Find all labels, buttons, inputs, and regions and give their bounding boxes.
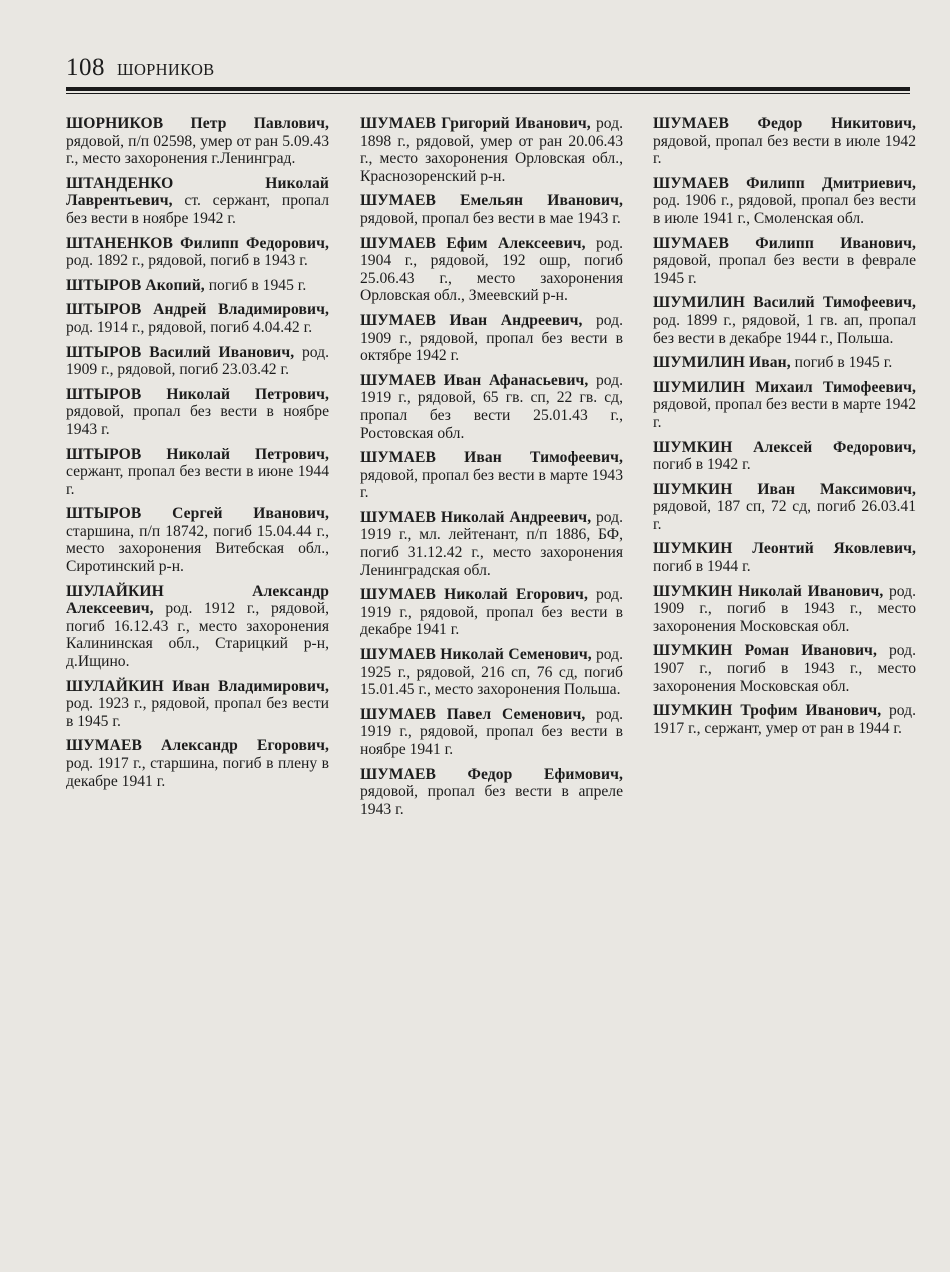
list-item [653, 235, 916, 288]
entry-details: рядовой, п/п 02598, умер от ран 5.09.43 г., место захоронения г.Ленинград. [66, 132, 329, 168]
entry-name: ШУМАЕВ Емельян Иванович, [360, 192, 623, 210]
entry-details: род. 1899 г., рядовой, 1 гв. ап, пропал без вести в декабре 1944 г., Польша. [653, 311, 916, 347]
list-item [653, 540, 916, 575]
entry-name: ШУМИЛИН Иван, [653, 354, 791, 372]
entry-name: ШУМКИН Трофим Иванович, [653, 702, 882, 720]
list-item [66, 175, 329, 228]
entry-details: род. 1919 г., рядовой, пропал без вести в ноябре 1941 г. [360, 705, 623, 758]
entry-details: род. 1914 г., рядовой, погиб 4.04.42 г. [66, 318, 313, 336]
entry-details: ст. сержант, пропал без вести в ноябре 1942 г. [66, 192, 329, 227]
entry-name: ШТЫРОВ Николай Петрович, [66, 445, 329, 463]
entry-name: ШУМАЕВ Иван Тимофеевич, [360, 449, 623, 467]
list-item [66, 301, 329, 336]
column-3 [653, 115, 916, 744]
list-item [360, 235, 623, 305]
entry-name: ШТЫРОВ Василий Иванович, [66, 343, 295, 361]
entry-name: ШУЛАЙКИН Иван Владимирович, [66, 677, 329, 695]
list-item [66, 446, 329, 499]
entry-name: ШУМАЕВ Федор Ефимович, [360, 765, 623, 783]
column-2 [360, 115, 623, 825]
entry-name: ШОРНИКОВ Петр Павлович, [66, 115, 329, 132]
list-item [653, 702, 916, 737]
list-item [360, 372, 623, 442]
entry-name: ШУМАЕВ Павел Семенович, [360, 705, 586, 723]
column-1 [66, 115, 329, 797]
entry-details: рядовой, пропал без вести в ноябре 1943 г. [66, 403, 329, 438]
entry-details: рядовой, пропал без вести в марте 1943 г. [360, 466, 623, 502]
list-item [360, 192, 623, 227]
entry-name: ШУМАЕВ Александр Егорович, [66, 737, 329, 755]
entry-details: рядовой, пропал без вести в мае 1943 г. [360, 209, 621, 227]
entries-columns [66, 115, 916, 1235]
entry-name: ШУМКИН Алексей Федорович, [653, 438, 916, 456]
entry-name: ШУМКИН Николай Иванович, [653, 582, 884, 600]
header-rule-thin [66, 93, 910, 94]
entry-name: ШУМИЛИН Василий Тимофеевич, [653, 294, 916, 312]
list-item [360, 509, 623, 579]
entry-details: род. 1904 г., рядовой, 192 ошр, погиб 25.06.43 г., место захоронения Орловская обл., Змеевский р-н. [360, 234, 623, 305]
list-item [66, 583, 329, 671]
entry-details: род. 1925 г., рядовой, 216 сп, 76 сд, погиб 15.01.45 г., место захоронения Польша. [360, 646, 623, 699]
entry-details: род. 1892 г., рядовой, погиб в 1943 г. [66, 252, 308, 270]
list-item [653, 583, 916, 636]
entry-details: погиб в 1945 г. [790, 354, 893, 372]
entry-details: род. 1909 г., погиб в 1943 г., место захоронения Московская обл. [653, 582, 916, 635]
entry-details: сержант, пропал без вести в июне 1944 г. [66, 463, 329, 498]
list-item [66, 235, 329, 270]
entry-details: рядовой, пропал без вести в марте 1942 г. [653, 396, 916, 431]
page-header [66, 54, 910, 86]
list-item [653, 439, 916, 474]
entry-name: ШУМАЕВ Федор Никитович, [653, 115, 916, 132]
list-item [66, 678, 329, 731]
entry-details: рядовой, 187 сп, 72 сд, погиб 26.03.41 г. [653, 498, 916, 533]
entry-details: род. 1898 г., рядовой, умер от ран 20.06.43 г., место захоронения Орловская обл., Краснозоренский р-н. [360, 115, 623, 185]
entry-details: рядовой, пропал без вести в июле 1942 г. [653, 132, 916, 168]
entry-details: погиб в 1945 г. [204, 276, 307, 294]
list-item [66, 505, 329, 575]
list-item [360, 449, 623, 502]
list-item [653, 642, 916, 695]
entry-name: ШТЫРОВ Сергей Иванович, [66, 505, 329, 523]
entry-name: ШУМАЕВ Ефим Алексеевич, [360, 234, 586, 252]
entry-name: ШТЫРОВ Акопий, [66, 276, 205, 294]
entry-details: род. 1917 г., старшина, погиб в плену в декабре 1941 г. [66, 755, 329, 790]
entry-name: ШУМАЕВ Филипп Дмитриевич, [653, 174, 916, 192]
list-item [653, 481, 916, 534]
entry-details: род. 1906 г., рядовой, пропал без вести в июле 1941 г., Смоленская обл. [653, 192, 916, 227]
entry-details: род. 1909 г., рядовой, пропал без вести в октябре 1942 г. [360, 311, 623, 365]
entry-details: рядовой, пропал без вести в апреле 1943 г. [360, 783, 623, 818]
list-item [360, 706, 623, 759]
entry-details: старшина, п/п 18742, погиб 15.04.44 г., место захоронения Витебская обл., Сиротинский р-н. [66, 522, 329, 576]
entry-details: род. 1923 г., рядовой, пропал без вести в 1945 г. [66, 695, 329, 730]
list-item [66, 277, 329, 295]
entry-name: ШТАНДЕНКО Николай Лаврентьевич, [66, 174, 329, 210]
list-item [360, 646, 623, 699]
entry-name: ШУМКИН Леонтий Яковлевич, [653, 540, 916, 558]
entry-name: ШТЫРОВ Андрей Владимирович, [66, 301, 329, 319]
list-item [66, 386, 329, 439]
entry-name: ШТАНЕНКОВ Филипп Федорович, [66, 234, 329, 252]
list-item [66, 115, 329, 168]
list-item [360, 312, 623, 365]
list-item [653, 175, 916, 228]
list-item [360, 115, 623, 185]
entry-name: ШУМАЕВ Николай Егорович, [360, 586, 588, 604]
list-item [66, 344, 329, 379]
entry-name: ШУМАЕВ Иван Андреевич, [360, 311, 583, 329]
running-head: ШОРНИКОВ [117, 60, 215, 79]
entry-details: род. 1919 г., мл. лейтенант, п/п 1886, БФ, погиб 31.12.42 г., место захоронения Ленинградская обл. [360, 508, 623, 579]
entry-name: ШУМКИН Роман Иванович, [653, 642, 877, 660]
list-item [653, 115, 916, 168]
entry-details: род. 1917 г., сержант, умер от ран в 1944 г. [653, 702, 916, 737]
entry-details: род. 1912 г., рядовой, погиб 16.12.43 г., место захоронения Калининская обл., Старицкий р-н, д.Ищино. [66, 600, 329, 671]
entry-details: рядовой, пропал без вести в феврале 1945 г. [653, 252, 916, 287]
entry-name: ШТЫРОВ Николай Петрович, [66, 385, 329, 403]
list-item [66, 737, 329, 790]
entry-name: ШУМАЕВ Николай Семенович, [360, 646, 592, 664]
entry-details: род. 1919 г., рядовой, 65 гв. сп, 22 гв. сд, пропал без вести 25.01.43 г., Ростовская обл. [360, 371, 623, 442]
header-rule-thick [66, 87, 910, 91]
entry-name: ШУМАЕВ Иван Афанасьевич, [360, 371, 589, 389]
entry-name: ШУМАЕВ Филипп Иванович, [653, 234, 916, 252]
list-item [653, 354, 916, 372]
entry-details: род. 1909 г., рядовой, погиб 23.03.42 г. [66, 343, 329, 379]
entry-name: ШУЛАЙКИН Александр Алексеевич, [66, 582, 329, 618]
entry-details: погиб в 1944 г. [653, 558, 751, 576]
list-item [653, 379, 916, 432]
entry-name: ШУМИЛИН Михаил Тимофеевич, [653, 378, 916, 396]
page-number: 108 [66, 54, 105, 81]
entry-details: погиб в 1942 г. [653, 456, 751, 474]
entry-name: ШУМКИН Иван Максимович, [653, 480, 916, 498]
entry-details: род. 1919 г., рядовой, пропал без вести в декабре 1941 г. [360, 586, 623, 639]
entry-name: ШУМАЕВ Николай Андреевич, [360, 508, 592, 526]
entry-name: ШУМАЕВ Григорий Иванович, [360, 115, 591, 132]
list-item [360, 766, 623, 819]
list-item [653, 294, 916, 347]
list-item [360, 586, 623, 639]
entry-details: род. 1907 г., погиб в 1943 г., место захоронения Московская обл. [653, 642, 916, 695]
